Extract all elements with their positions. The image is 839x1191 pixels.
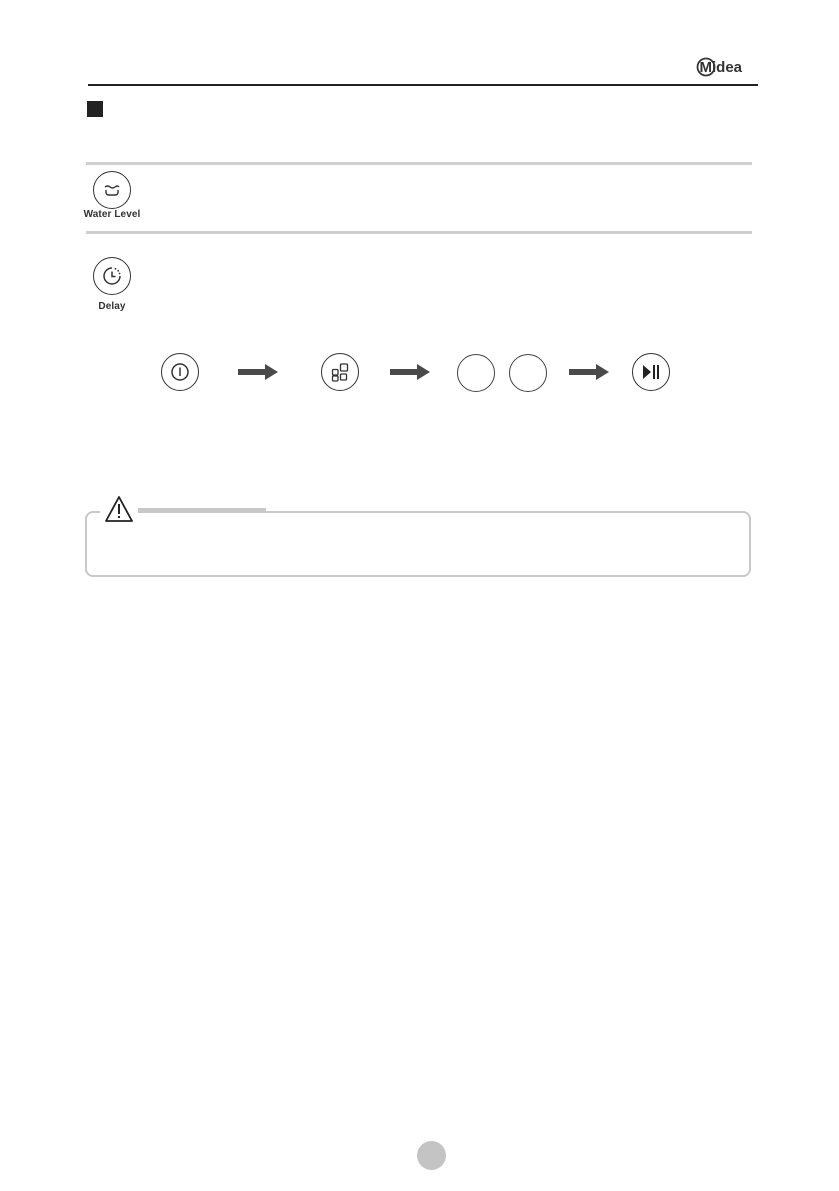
brand-logo [696,54,760,80]
option-button-a[interactable] [457,354,495,392]
section-marker [87,101,103,117]
water-level-button[interactable] [93,171,131,209]
arrow-right-icon [390,364,430,380]
header-rule [88,84,758,86]
program-icon [330,362,350,382]
divider-top [86,162,752,165]
caution-box [85,511,751,577]
water-level-icon [102,182,122,198]
power-icon [169,361,191,383]
page-number-badge [417,1141,446,1170]
power-button[interactable] [161,353,199,391]
divider-middle [86,231,752,234]
warning-triangle-icon [104,495,134,523]
start-pause-icon [640,362,662,382]
caution-tab [138,508,266,511]
arrow-right-icon [569,364,609,380]
svg-text:Midea: Midea [699,59,743,76]
delay-button[interactable] [93,257,131,295]
water-level-label: Water Level [83,209,141,220]
delay-label: Delay [98,301,126,312]
option-button-b[interactable] [509,354,547,392]
delay-icon [101,265,123,287]
start-pause-button[interactable] [632,353,670,391]
arrow-right-icon [238,364,278,380]
program-button[interactable] [321,353,359,391]
